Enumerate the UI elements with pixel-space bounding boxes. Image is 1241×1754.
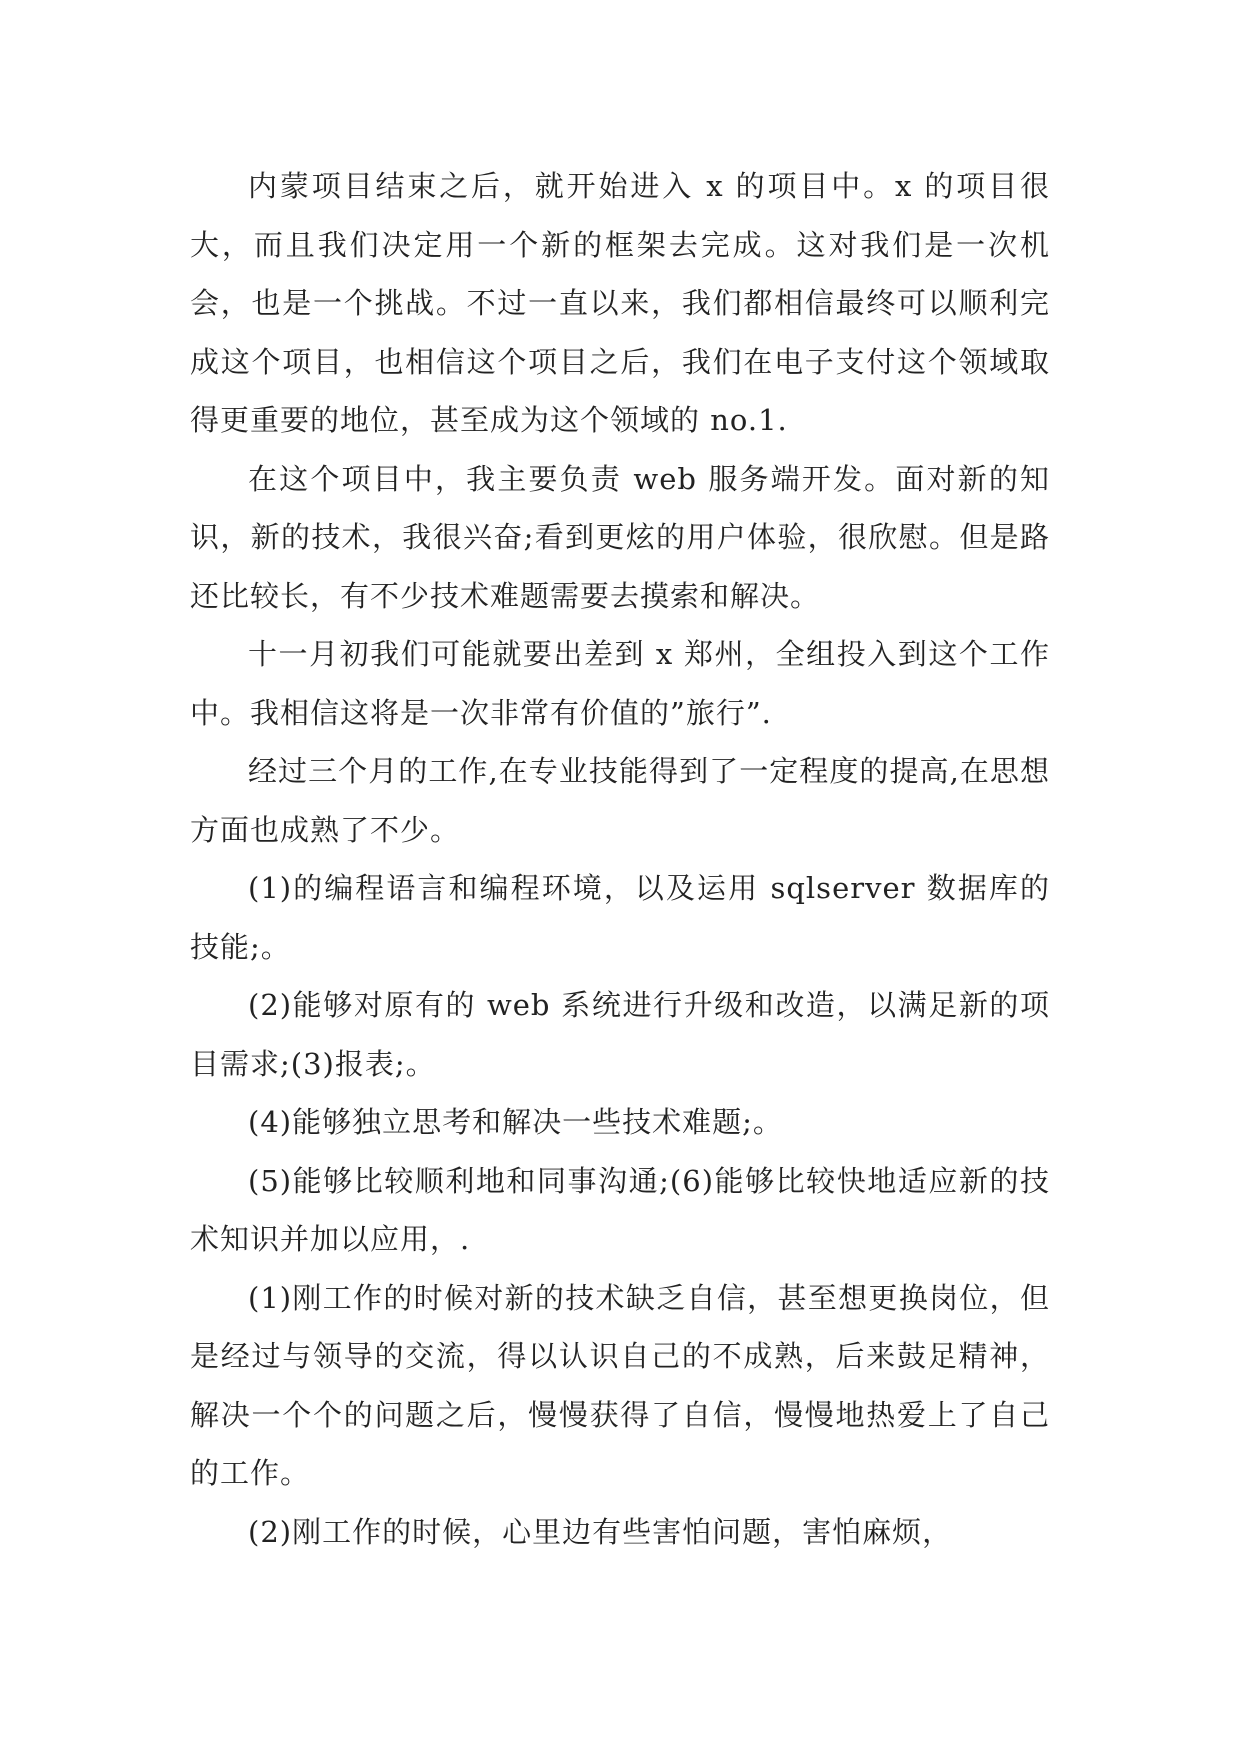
paragraph-1: 内蒙项目结束之后，就开始进入 x 的项目中。x 的项目很大，而且我们决定用一个新的框架去完成。这对我们是一次机会，也是一个挑战。不过一直以来，我们都相信最终可以顺利完成这个项目，也相信这个项目之后，我们在电子支付这个领域取得更重要的地位，甚至成为这个领域的 no.1.	[190, 169, 1050, 437]
paragraph-10: (2)刚工作的时候，心里边有些害怕问题，害怕麻烦，	[248, 1514, 953, 1549]
paragraph-7: (4)能够独立思考和解决一些技术难题;。	[248, 1105, 783, 1139]
paragraph-9: (1)刚工作的时候对新的技术缺乏自信，甚至想更换岗位，但是经过与领导的交流，得以认识自己的不成熟，后来鼓足精神，解决一个个的问题之后，慢慢获得了自信，慢慢地热爱上了自己的工作。	[190, 1280, 1050, 1490]
paragraph-8: (5)能够比较顺利地和同事沟通;(6)能够比较快地适应新的技术知识并加以应用，.	[190, 1163, 1050, 1256]
paragraph-4: 经过三个月的工作,在专业技能得到了一定程度的提高,在思想方面也成熟了不少。	[190, 754, 1050, 847]
paragraph-5: (1)的编程语言和编程环境，以及运用 sqlserver 数据库的技能;。	[190, 871, 1050, 964]
paragraph-3: 十一月初我们可能就要出差到 x 郑州，全组投入到这个工作中。我相信这将是一次非常有价值的”旅行”.	[190, 637, 1050, 730]
document-body	[190, 157, 1050, 1561]
paragraph-2: 在这个项目中，我主要负责 web 服务端开发。面对新的知识，新的技术，我很兴奋;看到更炫的用户体验，很欣慰。但是路还比较长，有不少技术难题需要去摸索和解决。	[190, 461, 1050, 613]
paragraph-6: (2)能够对原有的 web 系统进行升级和改造，以满足新的项目需求;(3)报表;。	[190, 988, 1050, 1081]
